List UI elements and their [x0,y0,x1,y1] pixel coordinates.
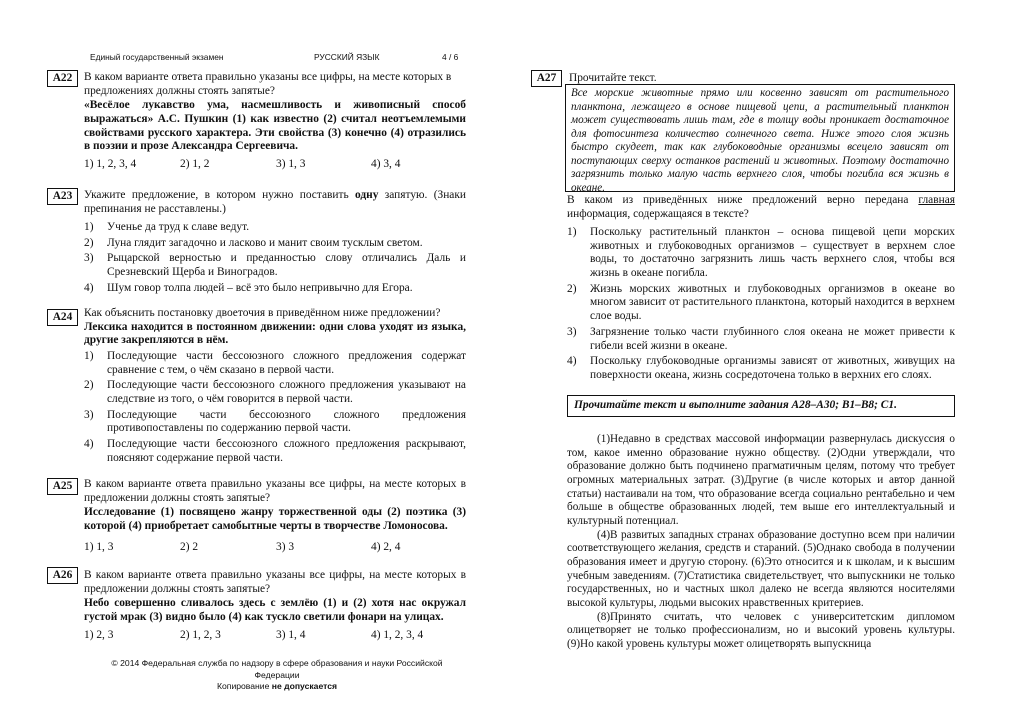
copy-notice: Копирование не допускается [217,681,337,692]
page-footer [90,658,464,693]
answer-list-a23 [84,221,466,297]
answer-list-a24 [84,350,466,468]
question-a26-text: В каком варианте ответа правильно указаны все цифры, на месте которых в предложении должны стоять запятые? [84,569,466,595]
page-header [90,52,464,64]
answer-a24-1[interactable]: 1) Последующие части бессоюзного сложного предложения содержат сравнение с тем, о чём сказано в первой части. [84,350,466,376]
answer-a23-2[interactable]: 2) Луна глядит загадочно и ласково и манит своим тусклым светом. [84,236,423,249]
question-a26 [84,569,466,625]
question-a22 [84,71,466,154]
answer-a24-3[interactable]: 3) Последующие части бессоюзного сложного предложения противопоставлены по содержанию первой части. [84,408,466,435]
question-a22-sentence: «Весёлое лукавство ума, насмешливость и живописный способ выражаться» А.С. Пушкин (1) как известно (2) считал неотъемлемыми свойствами русского характера. Эти свойства (3) конечно (4) отразились в поэзии и прозе Александра Сергеевича. [84,99,466,153]
answer-a27-4[interactable]: 4) Поскольку глубоководные организмы зависят от животных, живущих на поверхности океана, жизнь сосредоточена только в верхних его слоях. [567,355,955,381]
answer-a23-4[interactable]: 4) Шум говор толпа людей – всё это было непривычно для Егора. [84,281,413,294]
answer-a24-2[interactable]: 2) Последующие части бессоюзного сложного предложения указывают на следствие из того, о чём говорится в первой части. [84,379,466,406]
copyright-line: © 2014 Федеральная служба по надзору в сфере образования и науки Российской Федерации [111,658,443,680]
question-label-a25: А25 [47,478,78,495]
answer-a25-1[interactable]: 1) 1, 3 [84,541,114,553]
answer-a23-1[interactable]: 1) Ученье да труд к славе ведут. [84,221,250,233]
answer-list-a27 [567,226,955,385]
reading-paragraph-1: (1)Недавно в средствах массовой информации развернулась дискуссия о том, какое именно образование нужно обществу. (2)Одни утверждали, что образование должно быть подчинено прагматичным целям, потому что требует огромных материальных затрат. (3)Другие (в числе которых и автор данной статьи) настаивали на том, что образование всегда социально рентабельно и чем больше в обществе образованных людей, тем выше его интеллектуальный и культурный потенциал. [567,433,955,527]
answer-a22-2[interactable]: 2) 1, 2 [180,158,210,170]
answer-a26-3[interactable]: 3) 1, 4 [276,629,306,641]
answer-a25-3[interactable]: 3) 3 [276,541,295,553]
question-a27-text: В каком из приведённых ниже предложений верно передана главная информация, содержащаяся в тексте? [567,194,955,220]
a27-text-box: Все морские животные прямо или косвенно зависят от растительного планктона, лежащего в основе пищевой цепи, а растительный планктон может существовать лишь там, где в толщу воды проникает достаточное для фотосинтеза количество солнечного света. Ниже этого слоя жизнь быстро скудеет, так как глубоководные организмы всецело зависят от поступающих сверху останков растений и животных. Поэтому достаточно загрязнить только малую часть верхнего слоя, чтобы погибла вся жизнь в океане. [565,84,955,192]
question-label-a24: А24 [47,309,78,326]
answer-a23-3[interactable]: 3) Рыцарской верностью и преданностью слову отличались Даль и Срезневский Щерба и Виноградов. [84,252,466,279]
reading-task-header: Прочитайте текст и выполните задания А28–А30; В1–В8; С1. [567,395,955,417]
answer-a25-2[interactable]: 2) 2 [180,541,199,553]
question-a24 [84,307,466,348]
reading-text [567,433,955,652]
question-a24-text: Как объяснить постановку двоеточия в приведённом ниже предложении? [84,307,441,319]
question-a26-sentence: Небо совершенно сливалось здесь с землёю (1) и (2) хотя нас окружал густой мрак (3) видно было (4) как тускло светили фонари на улицах. [84,597,466,624]
question-label-a23: А23 [47,188,78,205]
question-label-a27: А27 [531,70,562,87]
answer-a27-1[interactable]: 1) Поскольку растительный планктон – основа пищевой цепи морских животных и глубоководных организмов – существует в верхнем слое воды, то достаточно загрязнить лишь часть верхнего слоя, чтобы вся жизнь в океане погибла. [567,226,955,280]
question-a25-sentence: Исследование (1) посвящено жанру торжественной оды (2) поэтика (3) которой (4) приобретает самобытные черты в творчестве Ломоносова. [84,506,466,533]
question-a23-text: Укажите предложение, в котором нужно поставить одну запятую. (Знаки препинания не расставлены.) [84,189,466,215]
answer-a26-2[interactable]: 2) 1, 2, 3 [180,629,221,641]
question-a25 [84,478,466,534]
question-a23 [84,189,466,216]
answer-a27-3[interactable]: 3) Загрязнение только части глубинного слоя океана не может привести к гибели всей жизни в океане. [567,325,955,352]
answer-a22-1[interactable]: 1) 1, 2, 3, 4 [84,158,137,170]
answer-a25-4[interactable]: 4) 2, 4 [371,541,401,553]
answer-a24-4[interactable]: 4) Последующие части бессоюзного сложного предложения раскрывают, поясняют содержание первой части. [84,438,466,464]
question-a25-text: В каком варианте ответа правильно указаны все цифры, на месте которых в предложении должны стоять запятые? [84,478,466,504]
question-a24-sentence: Лексика находится в постоянном движении: одни слова уходят из языка, другие закрепляются в нём. [84,320,466,347]
reading-paragraph-3: (8)Принято считать, что человек с университетским дипломом олицетворяет не только профессионализм, но и высокий уровень культуры. (9)Но какой уровень культуры может олицетворять выпускница [567,610,955,650]
question-a22-text: В каком варианте ответа правильно указаны все цифры, на месте которых в предложениях должны стоять запятые? [84,71,452,97]
question-label-a26: А26 [47,567,78,584]
reading-paragraph-2: (4)В развитых западных странах образование доступно всем при наличии соответствующего желания, средств и стараний. (5)Однако свобода в получении образования имеет и другую сторону. (6)Это относится и к школам, и к высшим учебным заведениям. (7)Статистика свидетельствует, что выпускники не только государственных, но и частных школ далеко не всегда являются носителями высокой культуры, людьми высоких нравственных критериев. [567,528,955,609]
answer-a22-4[interactable]: 4) 3, 4 [371,158,401,170]
exam-title: Единый государственный экзамен [90,52,224,62]
question-a27-intro: Прочитайте текст. [569,72,657,84]
answer-a22-3[interactable]: 3) 1, 3 [276,158,306,170]
answer-a27-2[interactable]: 2) Жизнь морских животных и глубоководных организмов в океане во многом зависит от растительного планктона, который находится в верхнем слое воды. [567,282,955,323]
question-label-a22: А22 [47,70,78,87]
page-number: 4 / 6 [442,52,459,62]
answer-a26-4[interactable]: 4) 1, 2, 3, 4 [371,629,424,641]
question-a27 [567,194,955,221]
answer-a26-1[interactable]: 1) 2, 3 [84,629,114,641]
subject-title: РУССКИЙ ЯЗЫК [314,52,380,62]
